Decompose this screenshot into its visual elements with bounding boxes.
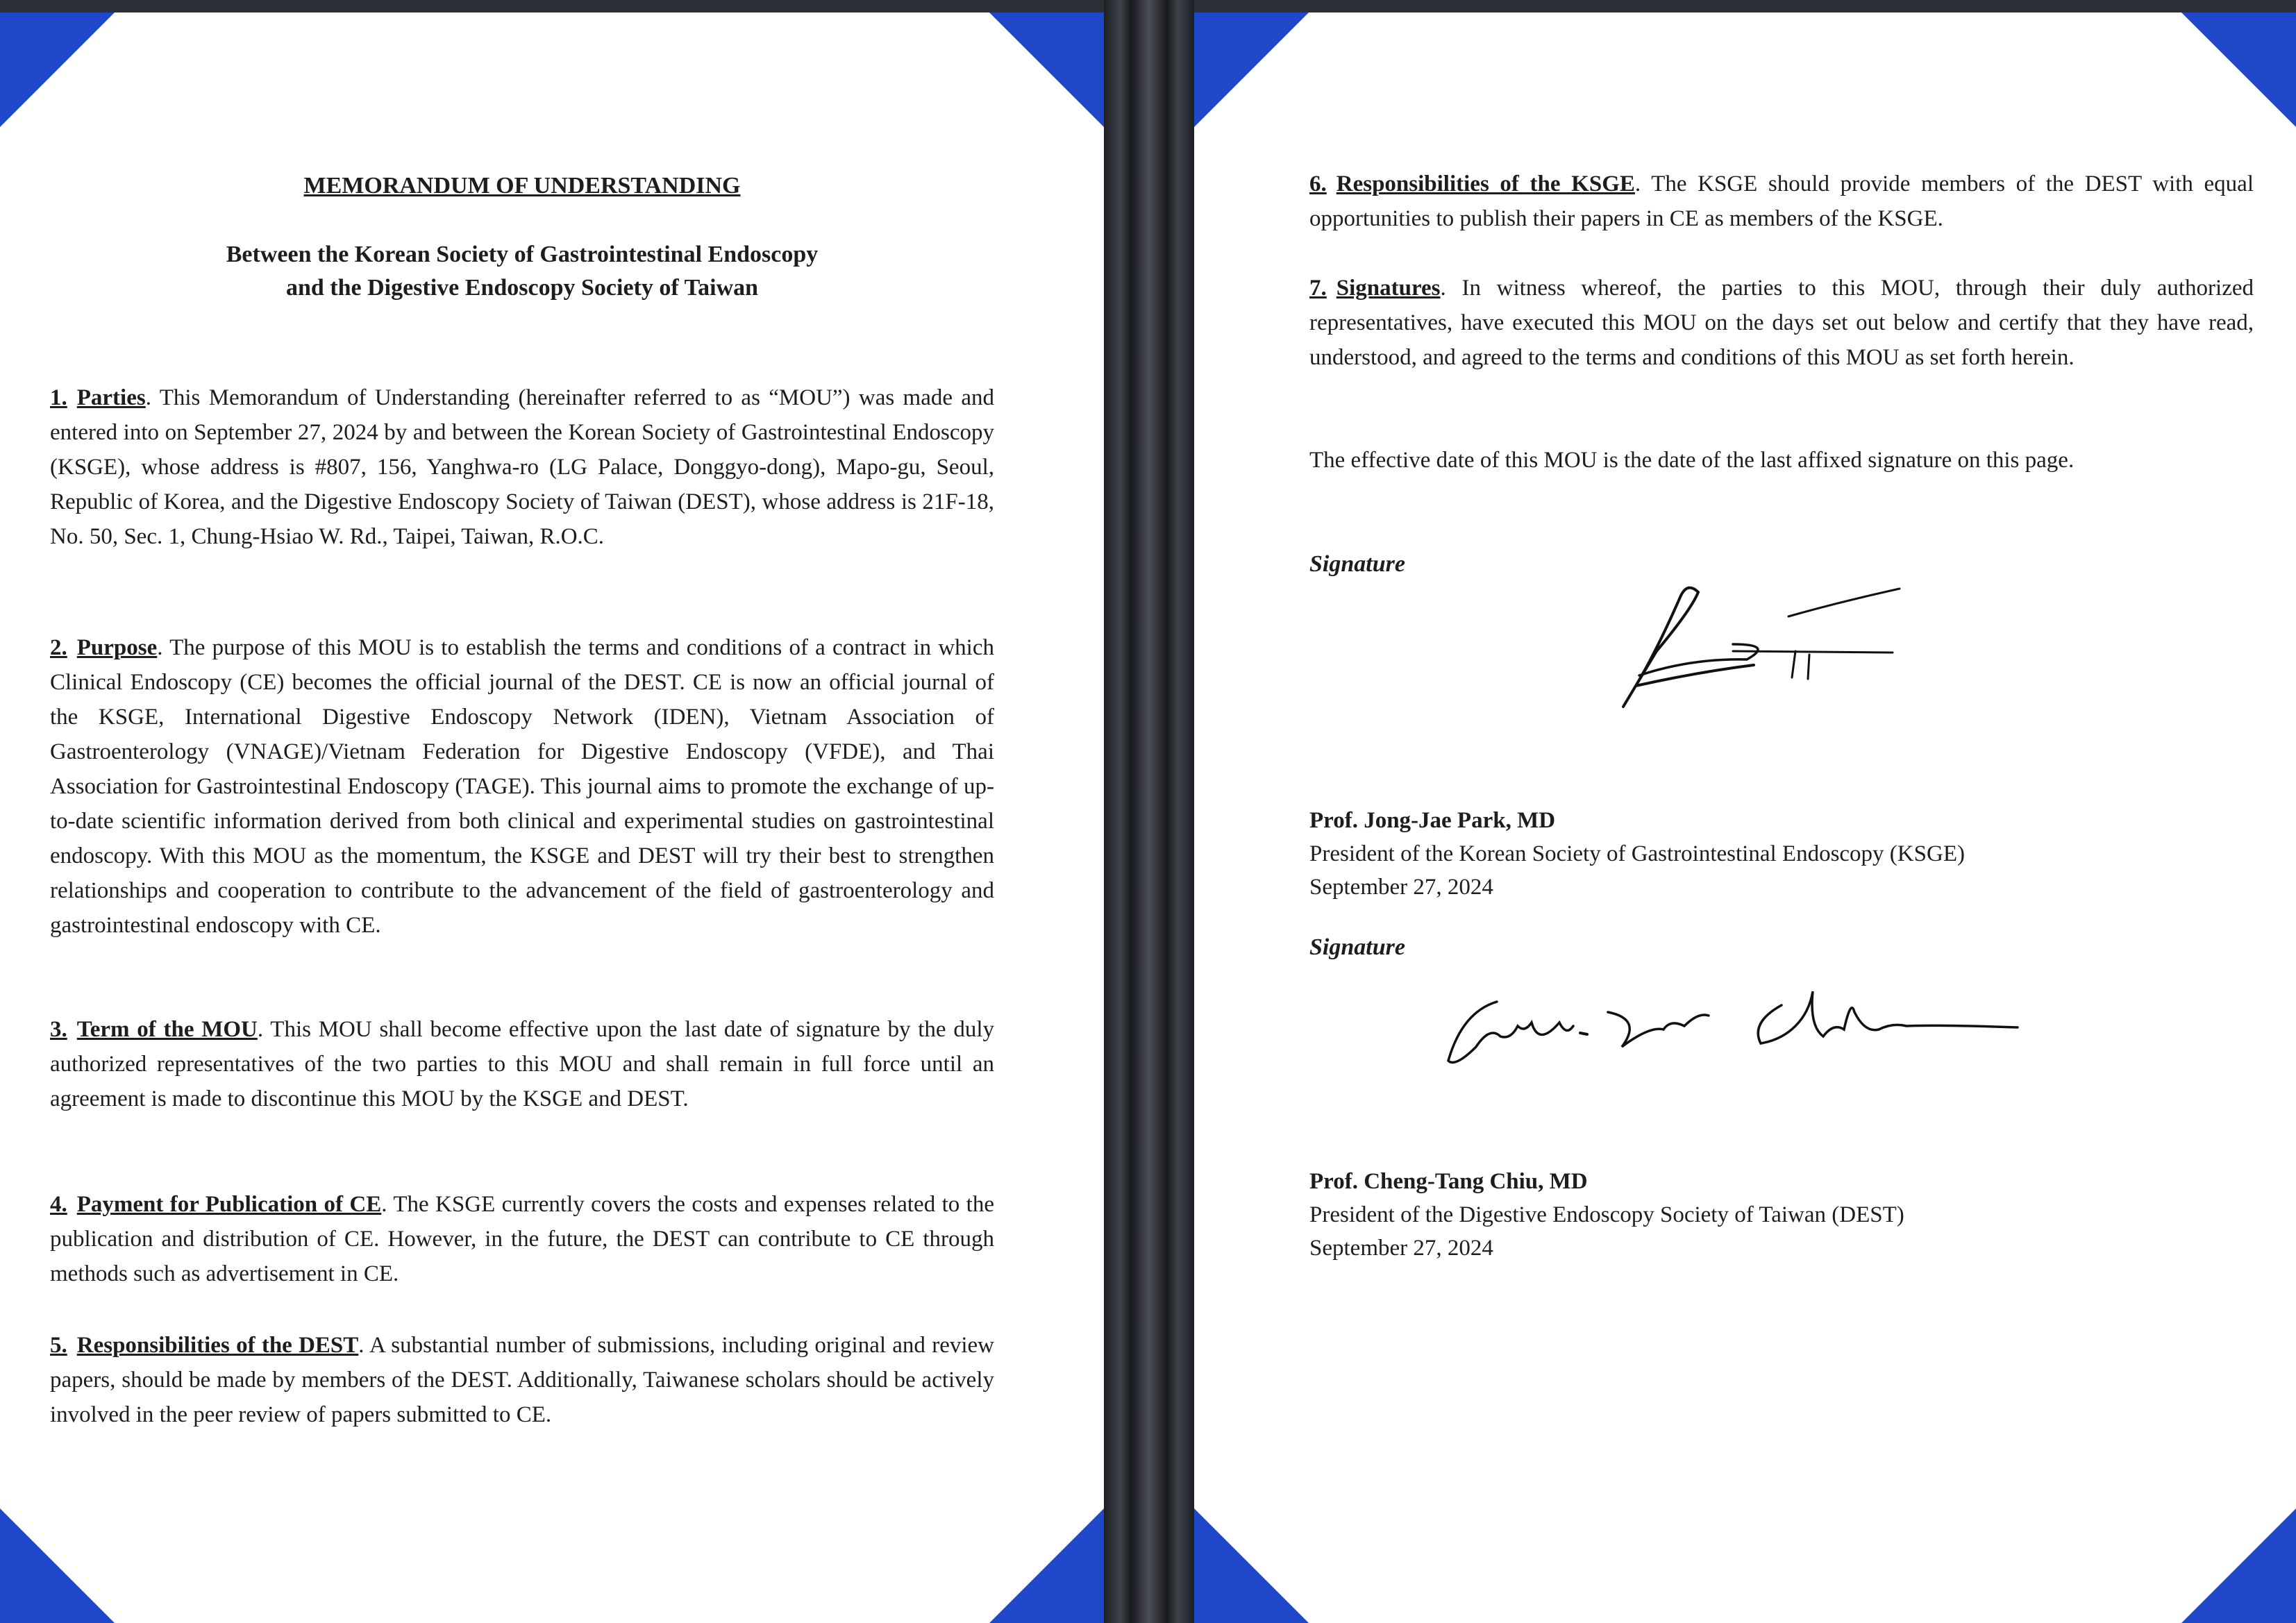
corner-protector-top-right — [2181, 12, 2296, 127]
section-number: 1. — [50, 385, 67, 410]
corner-protector-bottom-right — [989, 1508, 1104, 1623]
signer-role: President of the Digestive Endoscopy Society of Taiwan (DEST) — [1309, 1202, 1904, 1227]
signer-park — [1309, 804, 2254, 904]
signature-chiu-image — [1434, 984, 2031, 1088]
signer-chiu — [1309, 1165, 2254, 1265]
section-heading: Payment for Publication of CE — [76, 1192, 382, 1217]
section-heading: Responsibilities of the KSGE — [1336, 171, 1635, 196]
section-text: In witness whereof, the parties to this MOU, through their duly authorized representatives, have executed this MOU on the days set out below and certify that they have read, understood, and agreed to the terms and conditions of this MOU as set forth herein. — [1309, 276, 2254, 370]
section-heading: Responsibilities of the DEST — [76, 1333, 359, 1358]
section-text: A substantial number of submissions, including original and review papers, should be made by members of the DEST. Additionally, Taiwanese scholars should be actively involved in the peer review of papers submitted to CE. — [50, 1333, 994, 1427]
signature-label-1: Signature — [1309, 551, 1405, 577]
section-term: 3. Term of the MOU. This MOU shall become effective upon the last date of signature by the duly authorized representatives of the two parties to this MOU and shall remain in full force until an agreement is made to discontinue this MOU by the KSGE and DEST. — [50, 1017, 994, 1111]
folder-spine — [1104, 0, 1194, 1623]
section-purpose: 2. Purpose. The purpose of this MOU is to establish the terms and conditions of a contract in which Clinical Endoscopy (CE) becomes the official journal of the DEST. CE is now an official journal of the KSGE, International Digestive Endoscopy Network (IDEN), Vietnam Association of Gastroenterology (VNAGE)/Vietnam Federation for Digestive Endoscopy (VFDE), and Thai Association for Gastrointestinal Endoscopy (TAGE). This journal aims to promote the exchange of up-to-date scientific information derived from both clinical and experimental studies on gastrointestinal endoscopy. With this MOU as the momentum, the KSGE and DEST will try their best to strengthen relationships and cooperation to contribute to the advancement of the field of gastroenterology and gastrointestinal endoscopy with CE. — [50, 635, 994, 938]
signer-date: September 27, 2024 — [1309, 875, 1493, 900]
section-number: 7. — [1309, 276, 1327, 301]
section-responsibilities-dest: 5. Responsibilities of the DEST. A substantial number of submissions, including original and review papers, should be made by members of the DEST. Additionally, Taiwanese scholars should be actively involved in the peer review of papers submitted to CE. — [50, 1333, 994, 1427]
right-page — [1194, 12, 2296, 1623]
corner-protector-top-right — [989, 12, 1104, 127]
section-heading: Parties — [76, 385, 146, 410]
section-text: This Memorandum of Understanding (hereinafter referred to as “MOU”) was made and entered into on September 27, 2024 by and between the Korean Society of Gastrointestinal Endoscopy (KSGE), whose address is #807, 156, Yanghwa-ro (LG Palace, Donggyo-dong), Mapo-gu, Seoul, Republic of Korea, and the Digestive Endoscopy Society of Taiwan (DEST), whose address is 21F-18, No. 50, Sec. 1, Chung-Hsiao W. Rd., Taipei, Taiwan, R.O.C. — [50, 385, 994, 549]
section-text: This MOU shall become effective upon the last date of signature by the duly authorized representatives of the two parties to this MOU and shall remain in full force until an agreement is made to discontinue this MOU by the KSGE and DEST. — [50, 1017, 994, 1111]
signer-name: Prof. Jong-Jae Park, MD — [1309, 808, 1556, 833]
section-responsibilities-ksge: 6. Responsibilities of the KSGE. The KSGE should provide members of the DEST with equal opportunities to publish their papers in CE as members of the KSGE. — [1309, 171, 2254, 231]
corner-protector-bottom-left — [0, 1508, 115, 1623]
subtitle-line-1: Between the Korean Society of Gastrointestinal Endoscopy — [226, 242, 819, 267]
signer-role: President of the Korean Society of Gastrointestinal Endoscopy (KSGE) — [1309, 841, 1965, 866]
section-heading: Purpose — [76, 635, 158, 660]
corner-protector-top-left — [0, 12, 115, 127]
section-number: 5. — [50, 1333, 67, 1358]
section-text: The KSGE should provide members of the DEST with equal opportunities to publish their papers in CE as members of the KSGE. — [1309, 171, 2254, 231]
section-number: 4. — [50, 1192, 67, 1217]
signer-date: September 27, 2024 — [1309, 1236, 1493, 1261]
section-text: The KSGE currently covers the costs and expenses related to the publication and distribution of CE. However, in the future, the DEST can contribute to CE through methods such as advertisement in CE. — [50, 1192, 995, 1286]
section-heading: Signatures — [1336, 276, 1441, 301]
corner-protector-bottom-right — [2181, 1508, 2296, 1623]
section-parties: 1. Parties. This Memorandum of Understanding (hereinafter referred to as “MOU”) was made and entered into on September 27, 2024 by and between the Korean Society of Gastrointestinal Endoscopy (KSGE), whose address is #807, 156, Yanghwa-ro (LG Palace, Donggyo-dong), Mapo-gu, Seoul, Republic of Korea, and the Digestive Endoscopy Society of Taiwan (DEST), whose address is 21F-18, No. 50, Sec. 1, Chung-Hsiao W. Rd., Taipei, Taiwan, R.O.C. — [50, 385, 994, 549]
section-payment: 4. Payment for Publication of CE. The KSGE currently covers the costs and expenses related to the publication and distribution of CE. However, in the future, the DEST can contribute to CE through methods such as advertisement in CE. — [50, 1192, 995, 1286]
left-page — [0, 12, 1104, 1623]
signer-name: Prof. Cheng-Tang Chiu, MD — [1309, 1169, 1588, 1194]
section-number: 2. — [50, 635, 67, 660]
section-signatures: 7. Signatures. In witness whereof, the parties to this MOU, through their duly authorized representatives, have executed this MOU on the days set out below and certify that they have read, understood, and agreed to the terms and conditions of this MOU as set forth herein. — [1309, 276, 2254, 370]
signature-label-2: Signature — [1309, 934, 1405, 960]
corner-protector-bottom-left — [1194, 1508, 1309, 1623]
subtitle-line-2: and the Digestive Endoscopy Society of Taiwan — [285, 275, 759, 301]
section-text: The purpose of this MOU is to establish the terms and conditions of a contract in which Clinical Endoscopy (CE) becomes the official journal of the DEST. CE is now an official journal of the KSGE, International Digestive Endoscopy Network (IDEN), Vietnam Association of Gastroenterology (VNAGE)/Vietnam Federation for Digestive Endoscopy (VFDE), and Thai Association for Gastrointestinal Endoscopy (TAGE). This journal aims to promote the exchange of up-to-date scientific information derived from both clinical and experimental studies on gastrointestinal endoscopy. With this MOU as the momentum, the KSGE and DEST will try their best to strengthen relationships and cooperation to contribute to the advancement of the field of gastroenterology and gastrointestinal endoscopy with CE. — [50, 635, 994, 938]
section-number: 6. — [1309, 171, 1327, 196]
document-title: MEMORANDUM OF UNDERSTANDING — [303, 173, 741, 199]
corner-protector-top-left — [1194, 12, 1309, 127]
section-number: 3. — [50, 1017, 67, 1042]
effective-date-note: The effective date of this MOU is the date of the last affixed signature on this page. — [1309, 448, 2075, 473]
document-subtitle — [50, 238, 994, 305]
section-heading: Term of the MOU — [76, 1017, 258, 1042]
signature-park-image — [1615, 568, 1907, 728]
